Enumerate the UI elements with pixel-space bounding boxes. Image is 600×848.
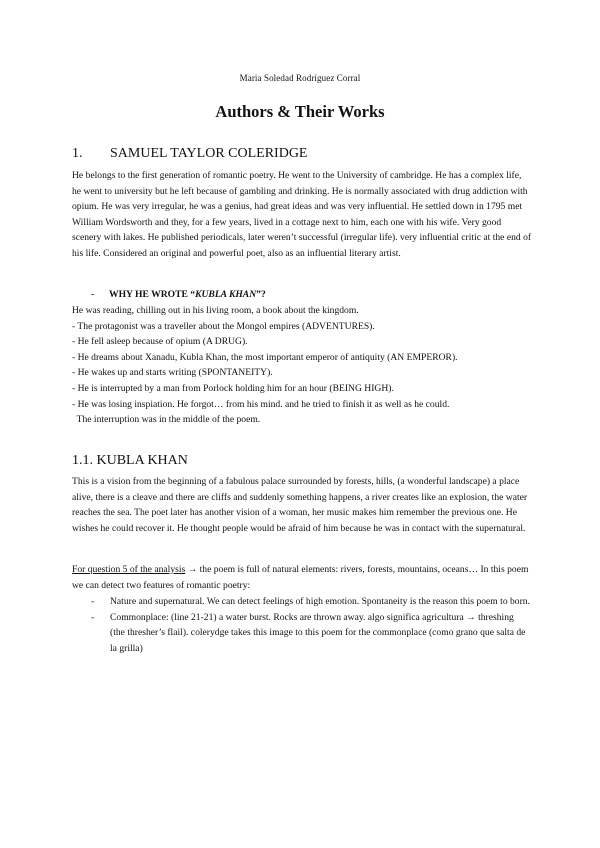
bullet-text: Commonplace: (line 21-21) a water burst. Rocks are thrown away. algo significa agricultura → threshing (the thresher’s flail). colerydge takes this image to this poem for the commonplace (como grano que salta de la grilla) [110, 611, 526, 654]
analysis-text: → the poem is full of natural elements: rivers, forests, mountains, oceans… In this poem we can detect two features of romantic poetry: [72, 564, 529, 591]
author-name: Maria Soledad Rodríguez Corral [239, 73, 361, 83]
list-item [91, 610, 531, 657]
bullet-dash: - [91, 611, 95, 623]
why-dash: - [91, 289, 95, 300]
list-item: - The protagonist was a traveller about the Mongol empires (ADVENTURES). [72, 320, 375, 332]
list-item: The interruption was in the middle of the poem. [72, 414, 261, 426]
why-heading [91, 289, 266, 300]
bullet-text: Nature and supernatural. We can detect feelings of high emotion. Spontaneity is the reason this poem to born. [110, 596, 530, 607]
section-1-1-heading: 1.1. KUBLA KHAN [72, 453, 188, 468]
list-item: - He is interrupted by a man from Porlock holding him for an hour (BEING HIGH). [72, 382, 394, 394]
why-prefix: WHY HE WROTE “ [109, 289, 196, 300]
list-item: He was reading, chilling out in his living room, a book about the kingdom. [72, 305, 359, 316]
list-item [91, 594, 531, 610]
page-title: Authors & Their Works [215, 102, 385, 121]
coleridge-paragraph: He belongs to the first generation of romantic poetry. He went to the University of cambridge. He has a complex life, he went to university but he left because of gambling and drinking. He is normally associated with drug addiction with opium. He was very irregular, he was a genius, had great ideas and was very influential. He settled down in 1795 met William Wordsworth and they, for a few years, lived in a cottage next to him, each one with his wife. Very good scenery with lakes. He published periodicals, later weren’t successful (irregular life). very influential critic at the end of his life. Considered an original and powerful poet, also as an influential literary artist. [72, 170, 532, 259]
list-item: - He was losing inspiation. He forgot… from his mind. and he tried to finish it as well as he could. [72, 398, 450, 410]
section-1-heading [72, 146, 307, 162]
list-item: - He fell asleep because of opium (A DRUG). [72, 336, 248, 348]
list-item: - He dreams about Xanadu, Kubla Khan, the most important emperor of antiquity (AN EMPEROR). [72, 351, 458, 363]
list-item: - He wakes up and starts writing (SPONTANEITY). [72, 367, 273, 379]
why-title: KUBLA KHAN [195, 289, 257, 300]
section-1-number: 1. [72, 146, 83, 161]
section-1-title: SAMUEL TAYLOR COLERIDGE [110, 146, 308, 161]
why-list [72, 303, 542, 428]
why-suffix: ”? [256, 289, 266, 300]
analysis-link[interactable]: For question 5 of the analysis [72, 564, 186, 575]
bullet-dash: - [91, 596, 95, 607]
kubla-khan-paragraph: This is a vision from the beginning of a fabulous palace surrounded by forests, hills, (a wonderful landscape) a place alive, there is a cleave and there are cliffs and suddenly something happens, a river creates like an explosion, the water reaches the sea. The poet later has another vision of a woman, her music makes him remember the previous one. He wishes he could recover it. He thought people would be afraid of him because he was in contact with the supernatural. [72, 476, 528, 534]
features-list [91, 594, 531, 656]
analysis-paragraph [72, 562, 532, 593]
